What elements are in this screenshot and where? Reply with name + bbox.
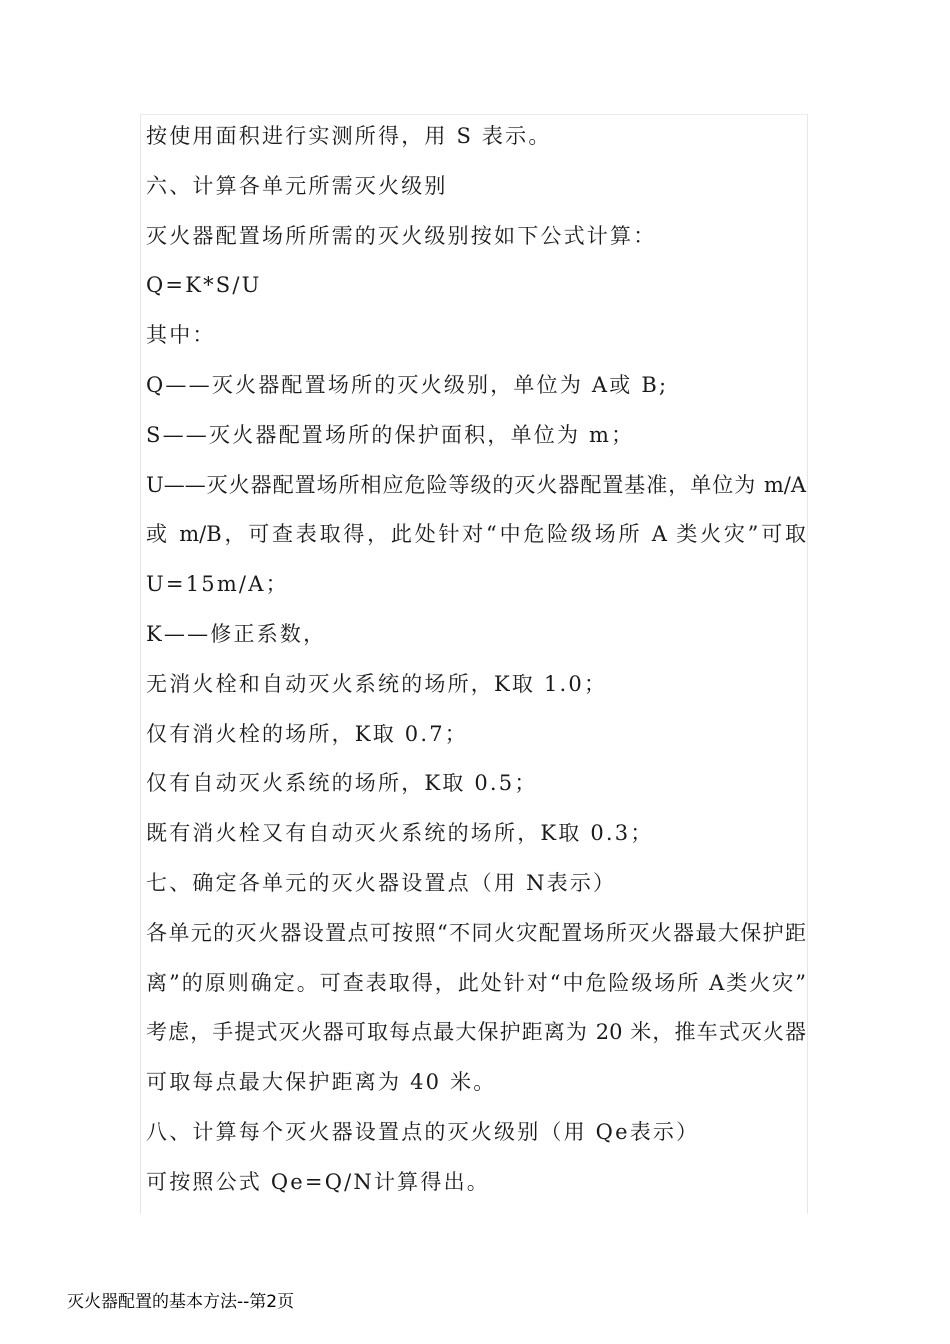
section-heading-6: 六、计算各单元所需灭火级别 bbox=[146, 173, 448, 198]
text-line: 可取每点最大保护距离为 40 米。 bbox=[146, 1070, 497, 1095]
section-heading-8: 八、计算每个灭火器设置点的灭火级别（用 Qe表示） bbox=[146, 1119, 700, 1144]
text-line: 考虑，手提式灭火器可取每点最大保护距离为 20 米，推车式灭火器 bbox=[146, 1020, 806, 1045]
text-line: 灭火器配置场所所需的灭火级别按如下公式计算： bbox=[146, 223, 657, 248]
definition-q: Q——灭火器配置场所的灭火级别，单位为 A或 B; bbox=[146, 372, 669, 397]
definition-s: S——灭火器配置场所的保护面积，单位为 m； bbox=[146, 422, 635, 447]
k-case-2: 仅有消火栓的场所，K取 0.7； bbox=[146, 721, 468, 746]
text-line: 其中： bbox=[146, 323, 216, 348]
k-case-4: 既有消火栓又有自动灭火系统的场所，K取 0.3； bbox=[146, 821, 654, 846]
definition-u: U——灭火器配置场所相应危险等级的灭火器配置基准，单位为 m/A bbox=[146, 472, 806, 497]
text-line: 按使用面积进行实测所得，用 S 表示。 bbox=[146, 124, 552, 148]
definition-k: K——修正系数， bbox=[146, 621, 327, 646]
definition-u-cont: 或 m/B，可查表取得，此处针对“中危险级场所 A 类火灾”可取 bbox=[146, 522, 806, 547]
formula: Q=K*S/U bbox=[146, 273, 262, 298]
definition-u-value: U=15m/A； bbox=[146, 572, 289, 597]
section-heading-7: 七、确定各单元的灭火器设置点（用 N表示） bbox=[146, 870, 617, 895]
page-footer: 灭火器配置的基本方法--第2页 bbox=[67, 1292, 295, 1312]
text-line: 可按照公式 Qe=Q/N计算得出。 bbox=[146, 1169, 490, 1194]
text-line: 离”的原则确定。可查表取得，此处针对“中危险级场所 A类火灾” bbox=[146, 970, 806, 995]
document-body bbox=[146, 112, 806, 1208]
k-case-1: 无消火栓和自动灭火系统的场所，K取 1.0； bbox=[146, 671, 608, 696]
k-case-3: 仅有自动灭火系统的场所，K取 0.5； bbox=[146, 771, 538, 796]
text-line: 各单元的灭火器设置点可按照“不同火灾配置场所灭火器最大保护距 bbox=[146, 920, 806, 945]
